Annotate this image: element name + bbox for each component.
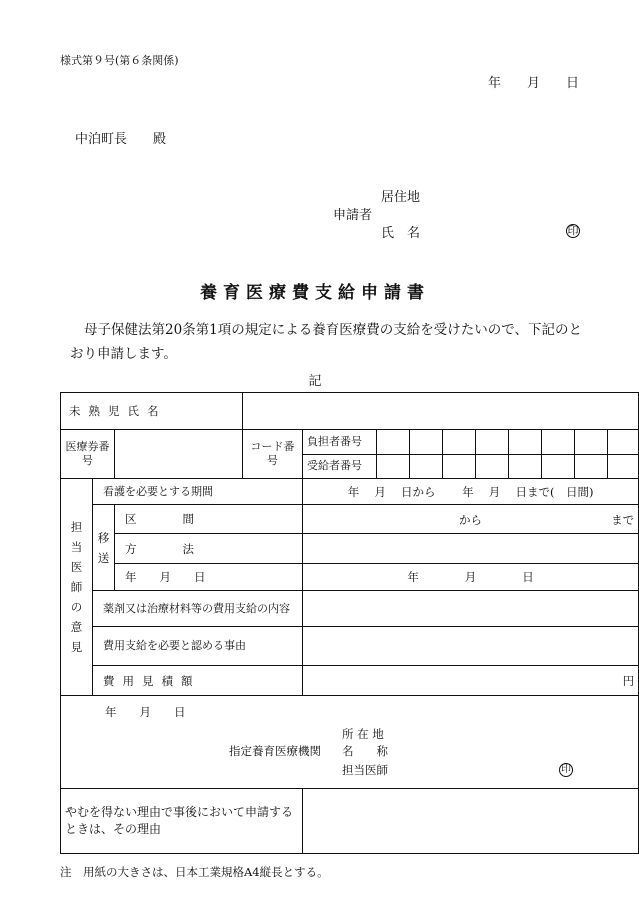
header-date-month: 月 xyxy=(527,76,541,91)
drug-field[interactable] xyxy=(303,591,639,627)
institution-name-label: 名 称 xyxy=(342,744,388,759)
late-reason-field[interactable] xyxy=(303,789,639,854)
header-date-year: 年 xyxy=(488,76,502,91)
recipient-digit[interactable] xyxy=(443,454,476,478)
recipient-number-label: 受給者番号 xyxy=(303,454,377,478)
estimate-label: 費用見積額 xyxy=(93,665,303,695)
recipient-digit[interactable] xyxy=(509,454,542,478)
header-date xyxy=(488,72,579,91)
section-value[interactable] xyxy=(303,505,639,534)
recipient-digit[interactable] xyxy=(608,454,639,478)
care-period-value[interactable]: 年 月 日から 年 月 日まで( 日間) xyxy=(303,478,639,504)
transfer-label: 移送 xyxy=(93,505,115,591)
payer-number-label: 負担者番号 xyxy=(303,430,377,454)
infant-name-label: 未熟児氏名 xyxy=(61,393,243,430)
recipient-digit[interactable] xyxy=(542,454,575,478)
code-label: コード番 号 xyxy=(243,430,303,479)
payer-digit[interactable] xyxy=(410,430,443,454)
form-number: 様式第９号(第６条関係) xyxy=(60,54,179,67)
transfer-date-value[interactable]: 年 月 日 xyxy=(303,563,639,590)
application-form-table xyxy=(60,392,639,854)
estimate-field[interactable] xyxy=(303,665,639,695)
transfer-date-label: 年 月 日 xyxy=(115,563,303,590)
payer-digit[interactable] xyxy=(443,430,476,454)
applicant-label: 申請者 xyxy=(333,208,373,223)
header-date-day: 日 xyxy=(566,76,580,91)
recipient-digit[interactable] xyxy=(575,454,608,478)
section-to-text: まで xyxy=(611,513,635,528)
institution-block xyxy=(61,696,639,789)
body-text: 母子保健法第20条第1項の規定による養育医療費の支給を受けたいので、下記のとおり申請します。 xyxy=(70,322,582,362)
section-from-text: から xyxy=(459,513,483,528)
payer-digit[interactable] xyxy=(608,430,639,454)
footnote: 注 用紙の大きさは、日本工業規格A4縦長とする。 xyxy=(60,865,329,879)
applicant-seal-mark: 印 xyxy=(567,224,579,237)
care-period-label: 看護を必要とする期間 xyxy=(93,478,303,504)
ki-heading: 記 xyxy=(308,374,322,389)
medical-ticket-field[interactable] xyxy=(115,430,243,479)
drug-label: 薬剤又は治療材料等の費用支給の内容 xyxy=(93,591,303,627)
method-label: 方 法 xyxy=(115,534,303,563)
recipient-digit[interactable] xyxy=(377,454,410,478)
institution-seal-mark: 印 xyxy=(561,764,571,776)
doctor-opinion-label: 担当医師の意見 xyxy=(61,478,93,695)
institution-location-label: 所 在 地 xyxy=(342,727,384,742)
late-reason-label: やむを得ない理由で事後において申請するときは、その理由 xyxy=(61,789,303,854)
medical-ticket-label: 医療券番 号 xyxy=(61,430,115,479)
institution-label: 指定養育医療機関 xyxy=(229,744,321,759)
section-label: 区 間 xyxy=(115,505,303,534)
yen-unit: 円 xyxy=(622,673,635,688)
payer-digit[interactable] xyxy=(542,430,575,454)
document-title: 養育医療費支給申請書 xyxy=(200,283,430,303)
recipient-digit[interactable] xyxy=(476,454,509,478)
recipient-digit[interactable] xyxy=(410,454,443,478)
payer-digit[interactable] xyxy=(377,430,410,454)
institution-doctor-label: 担当医師 xyxy=(342,763,388,778)
payer-digit[interactable] xyxy=(509,430,542,454)
method-field[interactable] xyxy=(303,534,639,563)
reason-label: 費用支給を必要と認める事由 xyxy=(93,627,303,665)
infant-name-field[interactable] xyxy=(243,393,639,430)
applicant-name-label: 氏 名 xyxy=(381,226,421,241)
addressee: 中泊町長 殿 xyxy=(75,132,167,147)
payer-digit[interactable] xyxy=(476,430,509,454)
payer-digit[interactable] xyxy=(575,430,608,454)
reason-field[interactable] xyxy=(303,627,639,665)
applicant-address-label: 居住地 xyxy=(381,190,421,205)
institution-date: 年 月 日 xyxy=(105,705,186,720)
